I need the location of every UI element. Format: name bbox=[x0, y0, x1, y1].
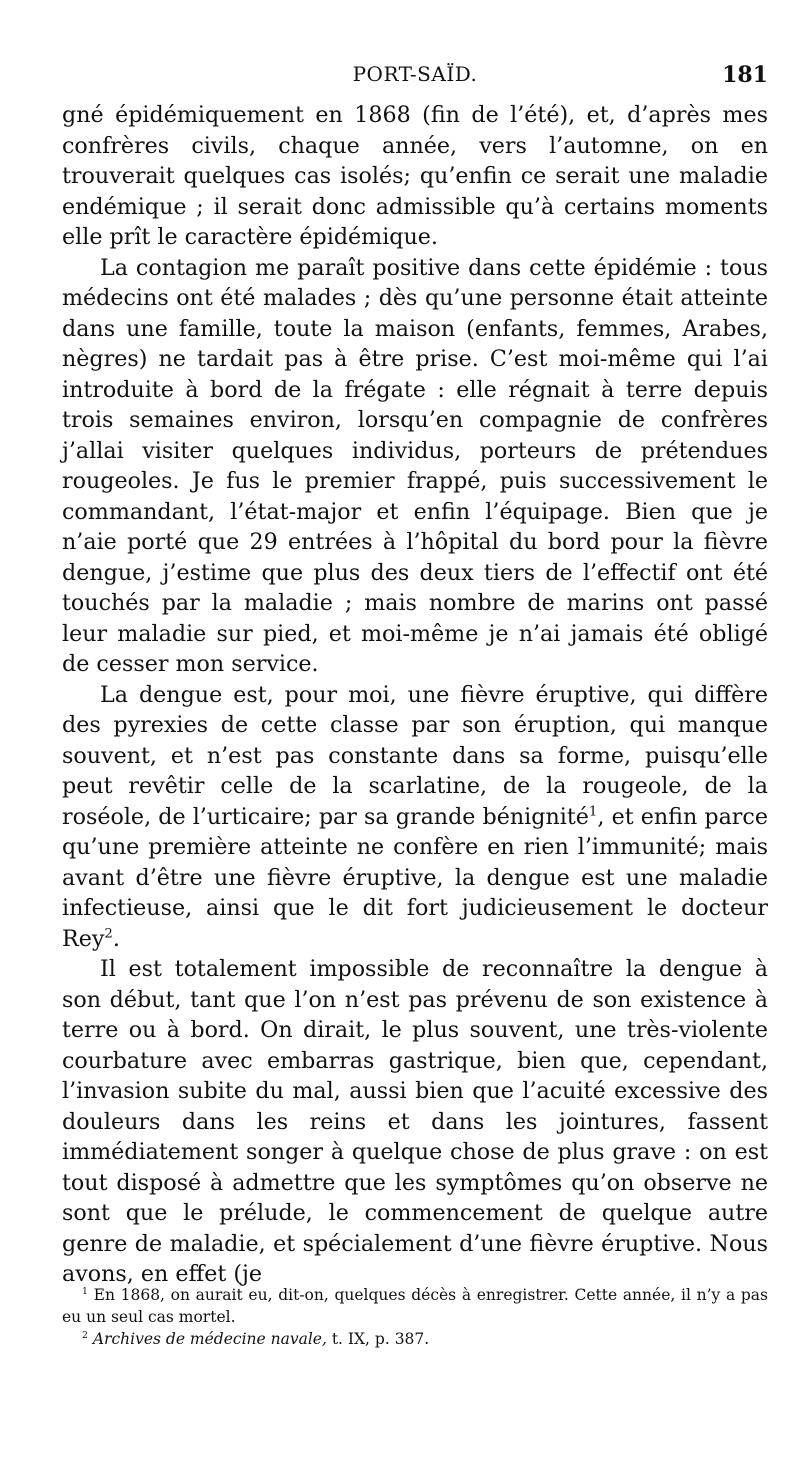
page-number: 181 bbox=[722, 62, 768, 88]
paragraph-3-part-2: , et enfin parce qu’une première atteinte ne confère en rien l’immunité; mais avant d’être une fièvre éruptive, la dengue est une maladie infectieuse, ainsi que le dit fort judicieusement le docteur Rey bbox=[62, 803, 768, 952]
footnote-1 bbox=[62, 1284, 768, 1328]
footnote-1-text: En 1868, on aurait eu, dit-on, quelques décès à enregistrer. Cette année, il n’y a pas eu un seul cas mortel. bbox=[62, 1286, 768, 1326]
footnote-2-mark: 2 bbox=[82, 1329, 88, 1341]
paragraph-4: Il est totalement impossible de reconnaître la dengue à son début, tant que l’on n’est pas prévenu de son existence à terre ou à bord. On dirait, le plus souvent, une très-violente courbature avec embarras gastrique, bien que, cependant, l’invasion subite du mal, aussi bien que l’acuité excessive des douleurs dans les reins et dans les jointures, fassent immédiatement songer à quelque chose de plus grave : on est tout disposé à admettre que les symptômes qu’on observe ne sont que le prélude, le commencement de quelque autre genre de maladie, et spécialement d’une fièvre éruptive. Nous avons, en effet (je bbox=[62, 956, 768, 1287]
paragraph-1: gné épidémiquement en 1868 (fin de l’été), et, d’après mes confrères civils, chaque année, vers l’automne, on en trouverait quelques cas isolés; qu’enfin ce serait une maladie endémique ; il serait donc admissible qu’à certains moments elle prît le caractère épidémique. bbox=[62, 102, 768, 250]
paragraph-3-end: . bbox=[112, 925, 120, 952]
footnote-2-journal: Archives de médecine navale, bbox=[92, 1330, 327, 1348]
running-head bbox=[62, 58, 768, 92]
footnote-2 bbox=[62, 1328, 768, 1350]
paragraph-3 bbox=[62, 680, 768, 955]
body-text bbox=[62, 100, 768, 1290]
footnote-2-text: t. IX, p. 387. bbox=[326, 1330, 430, 1348]
footnote-ref-2: 2 bbox=[104, 926, 113, 942]
footnote-ref-1: 1 bbox=[588, 804, 598, 820]
footnote-1-mark: 1 bbox=[82, 1285, 88, 1297]
paragraph-3-part-1: La dengue est, pour moi, une fièvre éruptive, qui diffère des pyrexies de cette classe par son éruption, qui manque souvent, et n’est pas constante dans sa forme, puisqu’elle peut revêtir celle de la scarlatine, de la rougeole, de la roséole, de l’urticaire; par sa grande bénignité bbox=[62, 681, 768, 830]
paragraph-2: La contagion me paraît positive dans cette épidémie : tous médecins ont été malades ; dès qu’une personne était atteinte dans une famille, toute la maison (enfants, femmes, Arabes, nègres) ne tardait pas à être prise. C’est moi-même qui l’ai introduite à bord de la frégate : elle régnait à terre depuis trois semaines environ, lorsqu’en compagnie de confrères j’allai visiter quelques individus, porteurs de prétendues rougeoles. Je fus le premier frappé, puis successivement le commandant, l’état-major et enfin l’équipage. Bien que je n’aie porté que 29 entrées à l’hôpital du bord pour la fièvre dengue, j’estime que plus des deux tiers de l’effectif ont été touchés par la maladie ; mais nombre de marins ont passé leur maladie sur pied, et moi-même je n’ai jamais été obligé de cesser mon service. bbox=[62, 254, 768, 677]
running-title: PORT-SAÏD. bbox=[352, 62, 478, 86]
footnotes bbox=[62, 1284, 768, 1350]
